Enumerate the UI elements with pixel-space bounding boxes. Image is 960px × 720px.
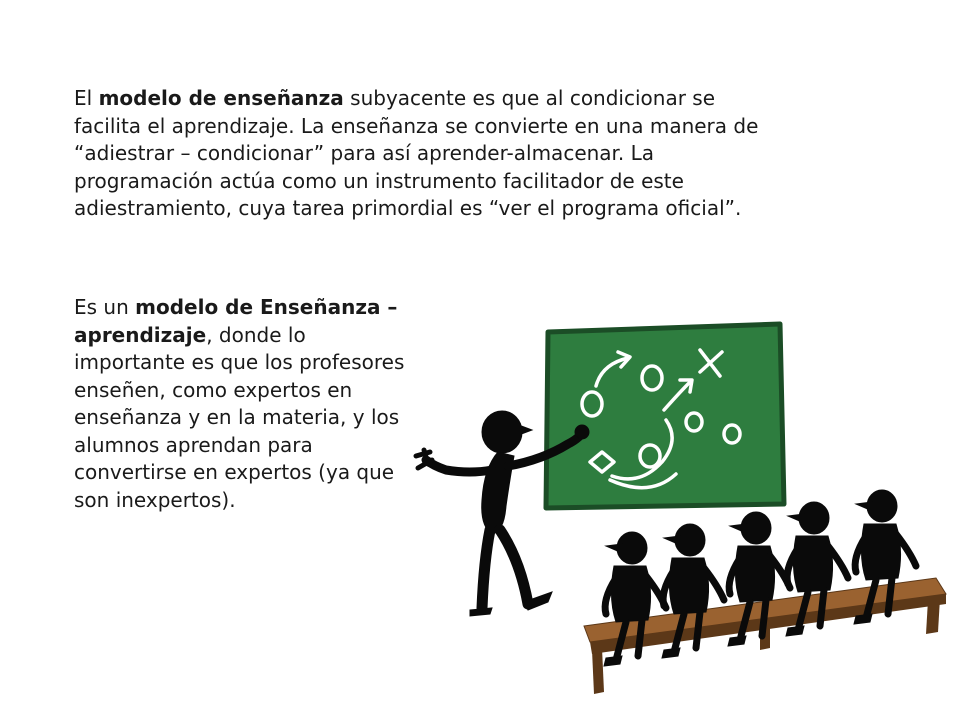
teacher-figure <box>416 411 589 616</box>
paragraph-teaching-model <box>74 85 774 223</box>
text-run: , donde lo importante es que los profesores enseñen, como expertos en enseñanza y en la materia, y los alumnos aprendan para convertirse en expertos (ya que son inexpertos). <box>74 322 405 512</box>
bold-phrase: modelo de enseñanza <box>98 86 344 110</box>
chalkboard <box>546 324 784 508</box>
teacher-chalkboard-students-icon <box>400 300 960 710</box>
bold-phrase: modelo de Enseñanza – aprendizaje <box>74 295 398 347</box>
text-run: El <box>74 86 99 110</box>
text-run: Es un <box>74 295 136 319</box>
text-run: subyacente es que al condicionar se facilita el aprendizaje. La enseñanza se convierte en una manera de “adiestrar – condicionar” para así aprender-almacenar. La programación actúa como un instrumento facilitador de este adiestramiento, cuya tarea primordial es “ver el programa oficial”. <box>74 86 759 220</box>
paragraph-teaching-learning <box>74 294 414 514</box>
